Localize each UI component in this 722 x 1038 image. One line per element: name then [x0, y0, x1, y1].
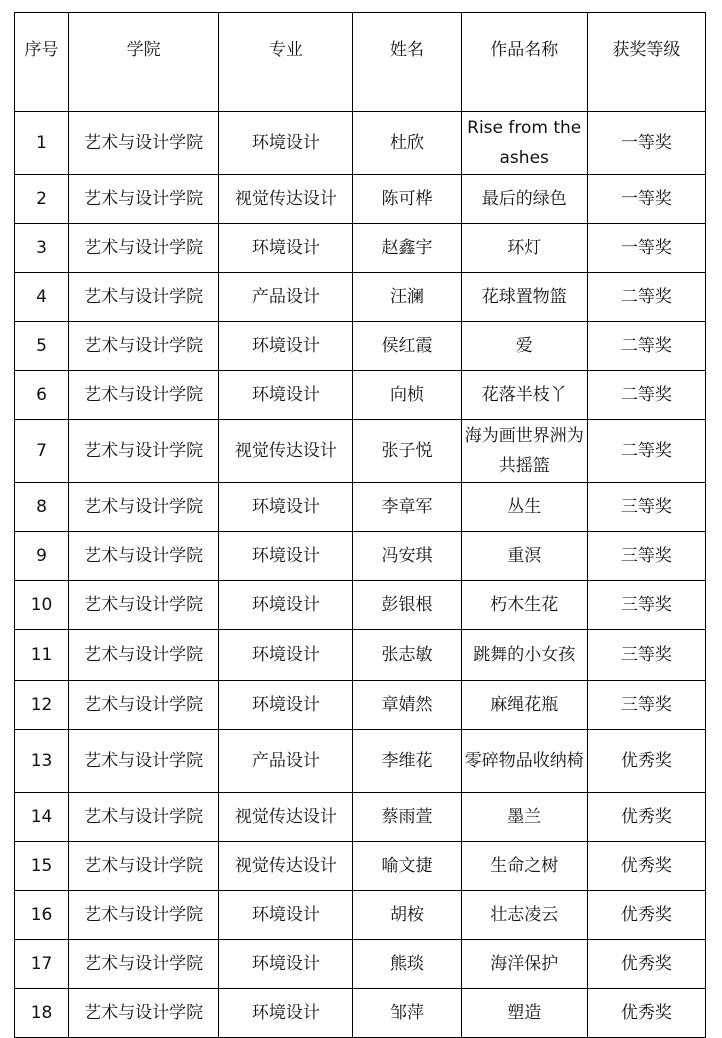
table-row — [15, 630, 706, 681]
cell-major: 视觉传达设计 — [219, 175, 353, 224]
cell-work: 朽木生花 — [461, 581, 587, 630]
table-row — [15, 224, 706, 273]
cell-college: 艺术与设计学院 — [69, 483, 219, 532]
cell-major: 环境设计 — [219, 989, 353, 1038]
cell-level: 优秀奖 — [587, 891, 705, 940]
cell-work: 海洋保护 — [461, 940, 587, 989]
cell-no: 18 — [15, 989, 69, 1038]
header-college: 学院 — [69, 13, 219, 112]
table-header-row — [15, 13, 706, 112]
cell-work: 最后的绿色 — [461, 175, 587, 224]
cell-name: 蔡雨萱 — [353, 793, 461, 842]
table-body — [15, 13, 706, 1038]
cell-major: 视觉传达设计 — [219, 420, 353, 483]
cell-college: 艺术与设计学院 — [69, 842, 219, 891]
cell-work: 丛生 — [461, 483, 587, 532]
cell-college: 艺术与设计学院 — [69, 989, 219, 1038]
table-row — [15, 420, 706, 483]
cell-name: 彭银根 — [353, 581, 461, 630]
cell-no: 3 — [15, 224, 69, 273]
cell-major: 视觉传达设计 — [219, 793, 353, 842]
header-no: 序号 — [15, 13, 69, 112]
cell-no: 16 — [15, 891, 69, 940]
cell-no: 7 — [15, 420, 69, 483]
cell-level: 二等奖 — [587, 273, 705, 322]
cell-level: 三等奖 — [587, 483, 705, 532]
cell-work: 海为画世界洲为共摇篮 — [461, 420, 587, 483]
cell-work: 壮志凌云 — [461, 891, 587, 940]
cell-major: 环境设计 — [219, 483, 353, 532]
cell-name: 邹萍 — [353, 989, 461, 1038]
cell-level: 优秀奖 — [587, 793, 705, 842]
cell-name: 杜欣 — [353, 112, 461, 175]
cell-no: 8 — [15, 483, 69, 532]
cell-major: 环境设计 — [219, 940, 353, 989]
header-major: 专业 — [219, 13, 353, 112]
cell-no: 10 — [15, 581, 69, 630]
cell-college: 艺术与设计学院 — [69, 175, 219, 224]
cell-level: 优秀奖 — [587, 989, 705, 1038]
cell-name: 喻文捷 — [353, 842, 461, 891]
cell-college: 艺术与设计学院 — [69, 940, 219, 989]
cell-no: 9 — [15, 532, 69, 581]
cell-level: 二等奖 — [587, 371, 705, 420]
cell-no: 17 — [15, 940, 69, 989]
cell-name: 张子悦 — [353, 420, 461, 483]
cell-no: 2 — [15, 175, 69, 224]
table-row — [15, 273, 706, 322]
cell-level: 一等奖 — [587, 112, 705, 175]
cell-work: 麻绳花瓶 — [461, 681, 587, 730]
header-work: 作品名称 — [461, 13, 587, 112]
cell-work: 重溟 — [461, 532, 587, 581]
cell-college: 艺术与设计学院 — [69, 581, 219, 630]
cell-level: 三等奖 — [587, 630, 705, 681]
cell-major: 环境设计 — [219, 322, 353, 371]
cell-college: 艺术与设计学院 — [69, 112, 219, 175]
cell-major: 产品设计 — [219, 730, 353, 793]
cell-level: 优秀奖 — [587, 730, 705, 793]
cell-work: 墨兰 — [461, 793, 587, 842]
cell-no: 1 — [15, 112, 69, 175]
cell-college: 艺术与设计学院 — [69, 630, 219, 681]
table-row — [15, 940, 706, 989]
cell-college: 艺术与设计学院 — [69, 224, 219, 273]
cell-no: 6 — [15, 371, 69, 420]
cell-major: 环境设计 — [219, 681, 353, 730]
table-row — [15, 371, 706, 420]
cell-no: 14 — [15, 793, 69, 842]
cell-name: 陈可桦 — [353, 175, 461, 224]
cell-level: 三等奖 — [587, 581, 705, 630]
cell-no: 12 — [15, 681, 69, 730]
table-row — [15, 842, 706, 891]
table-row — [15, 730, 706, 793]
cell-work: 塑造 — [461, 989, 587, 1038]
cell-level: 一等奖 — [587, 175, 705, 224]
cell-major: 环境设计 — [219, 630, 353, 681]
table-row — [15, 989, 706, 1038]
cell-level: 二等奖 — [587, 420, 705, 483]
cell-level: 一等奖 — [587, 224, 705, 273]
cell-work: 环灯 — [461, 224, 587, 273]
cell-work: 跳舞的小女孩 — [461, 630, 587, 681]
cell-name: 侯红霞 — [353, 322, 461, 371]
cell-name: 赵鑫宇 — [353, 224, 461, 273]
cell-college: 艺术与设计学院 — [69, 532, 219, 581]
cell-name: 胡桉 — [353, 891, 461, 940]
cell-work: 花落半枝丫 — [461, 371, 587, 420]
cell-level: 优秀奖 — [587, 842, 705, 891]
table-row — [15, 581, 706, 630]
cell-name: 张志敏 — [353, 630, 461, 681]
cell-name: 向桢 — [353, 371, 461, 420]
cell-college: 艺术与设计学院 — [69, 371, 219, 420]
header-level: 获奖等级 — [587, 13, 705, 112]
table-row — [15, 483, 706, 532]
table-row — [15, 793, 706, 842]
cell-major: 环境设计 — [219, 224, 353, 273]
cell-no: 11 — [15, 630, 69, 681]
cell-major: 环境设计 — [219, 891, 353, 940]
cell-college: 艺术与设计学院 — [69, 730, 219, 793]
cell-college: 艺术与设计学院 — [69, 420, 219, 483]
cell-level: 二等奖 — [587, 322, 705, 371]
table-row — [15, 175, 706, 224]
cell-college: 艺术与设计学院 — [69, 322, 219, 371]
cell-college: 艺术与设计学院 — [69, 891, 219, 940]
cell-work: 零碎物品收纳椅 — [461, 730, 587, 793]
cell-name: 李章军 — [353, 483, 461, 532]
cell-major: 环境设计 — [219, 371, 353, 420]
table-row — [15, 322, 706, 371]
awards-table — [14, 12, 706, 1038]
cell-major: 视觉传达设计 — [219, 842, 353, 891]
cell-no: 13 — [15, 730, 69, 793]
cell-major: 环境设计 — [219, 581, 353, 630]
cell-college: 艺术与设计学院 — [69, 681, 219, 730]
cell-name: 汪澜 — [353, 273, 461, 322]
cell-level: 三等奖 — [587, 532, 705, 581]
cell-name: 冯安琪 — [353, 532, 461, 581]
cell-name: 章婧然 — [353, 681, 461, 730]
cell-no: 4 — [15, 273, 69, 322]
cell-work: 生命之树 — [461, 842, 587, 891]
table-row — [15, 112, 706, 175]
table-row — [15, 681, 706, 730]
cell-work: 花球置物篮 — [461, 273, 587, 322]
cell-name: 熊琰 — [353, 940, 461, 989]
table-row — [15, 532, 706, 581]
cell-work: 爱 — [461, 322, 587, 371]
cell-major: 环境设计 — [219, 112, 353, 175]
cell-no: 5 — [15, 322, 69, 371]
cell-level: 三等奖 — [587, 681, 705, 730]
header-name: 姓名 — [353, 13, 461, 112]
table-row — [15, 891, 706, 940]
cell-level: 优秀奖 — [587, 940, 705, 989]
cell-major: 环境设计 — [219, 532, 353, 581]
cell-college: 艺术与设计学院 — [69, 273, 219, 322]
cell-work: Rise from the ashes — [461, 112, 587, 175]
cell-college: 艺术与设计学院 — [69, 793, 219, 842]
cell-no: 15 — [15, 842, 69, 891]
cell-major: 产品设计 — [219, 273, 353, 322]
cell-name: 李维花 — [353, 730, 461, 793]
